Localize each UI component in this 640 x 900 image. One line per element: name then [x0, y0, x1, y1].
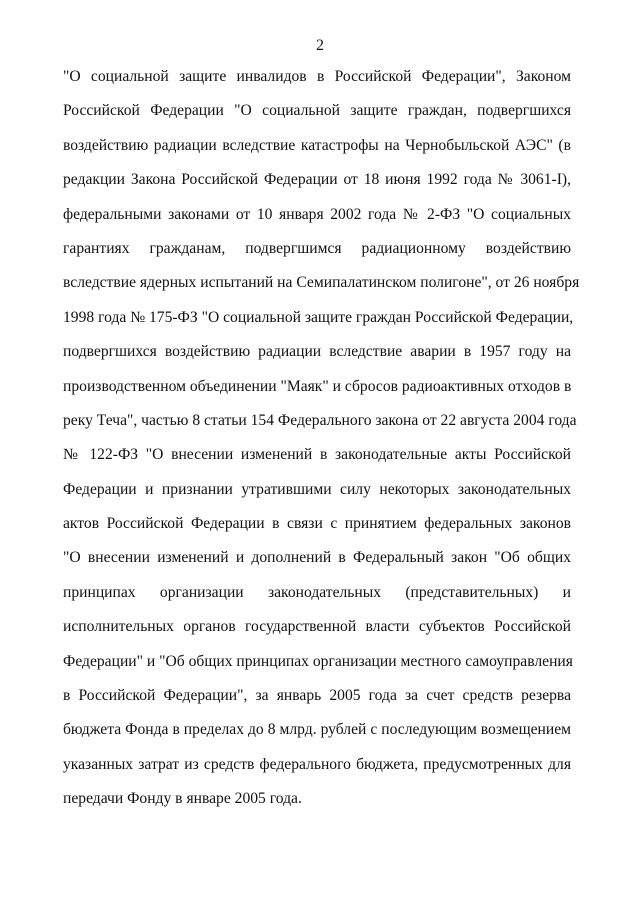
- text-line: "О внесении изменений и дополнений в Федеральный закон "Об общих: [63, 549, 571, 567]
- text-line: реку Теча", частью 8 статьи 154 Федерального закона от 22 августа 2004 года: [63, 411, 577, 429]
- text-line: воздействию радиации вследствие катастрофы на Чернобыльской АЭС" (в: [63, 136, 571, 154]
- text-line: указанных затрат из средств федерального бюджета, предусмотренных для: [63, 755, 571, 773]
- text-line: "О социальной защите инвалидов в Российской Федерации", Законом: [63, 68, 571, 85]
- text-line: актов Российской Федерации в связи с принятием федеральных законов: [63, 515, 571, 533]
- page-number: 2: [316, 37, 324, 54]
- text-line: Федерации и признании утратившими силу некоторых законодательных: [63, 480, 571, 498]
- text-line: принципах организации законодательных (представительных) и: [63, 583, 571, 601]
- text-line: в Российской Федерации", за январь 2005 года за счет средств резерва: [63, 687, 571, 705]
- text-line: подвергшихся воздействию радиации вследствие аварии в 1957 году на: [63, 343, 571, 361]
- text-line: Российской Федерации "О социальной защите граждан, подвергшихся: [63, 102, 571, 120]
- text-line: бюджета Фонда в пределах до 8 млрд. рублей с последующим возмещением: [63, 721, 571, 739]
- text-line: федеральными законами от 10 января 2002 года № 2-ФЗ "О социальных: [63, 205, 571, 223]
- text-line: Федерации" и "Об общих принципах организации местного самоуправления: [63, 652, 573, 670]
- text-line: гарантиях гражданам, подвергшимся радиационному воздействию: [63, 239, 571, 257]
- text-line: 1998 года № 175-ФЗ "О социальной защите граждан Российской Федерации,: [63, 308, 574, 326]
- text-line: исполнительных органов государственной власти субъектов Российской: [63, 618, 571, 636]
- text-line: редакции Закона Российской Федерации от 18 июня 1992 года № 3061-I),: [63, 171, 571, 189]
- body-paragraph: [63, 60, 580, 817]
- text-line-last: передачи Фонду в январе 2005 года.: [63, 790, 302, 808]
- text-line: вследствие ядерных испытаний на Семипалатинском полигоне", от 26 ноября: [63, 274, 580, 292]
- text-line: № 122-ФЗ "О внесении изменений в законодательные акты Российской: [63, 446, 571, 464]
- text-line: производственном объединении "Маяк" и сбросов радиоактивных отходов в: [63, 377, 572, 395]
